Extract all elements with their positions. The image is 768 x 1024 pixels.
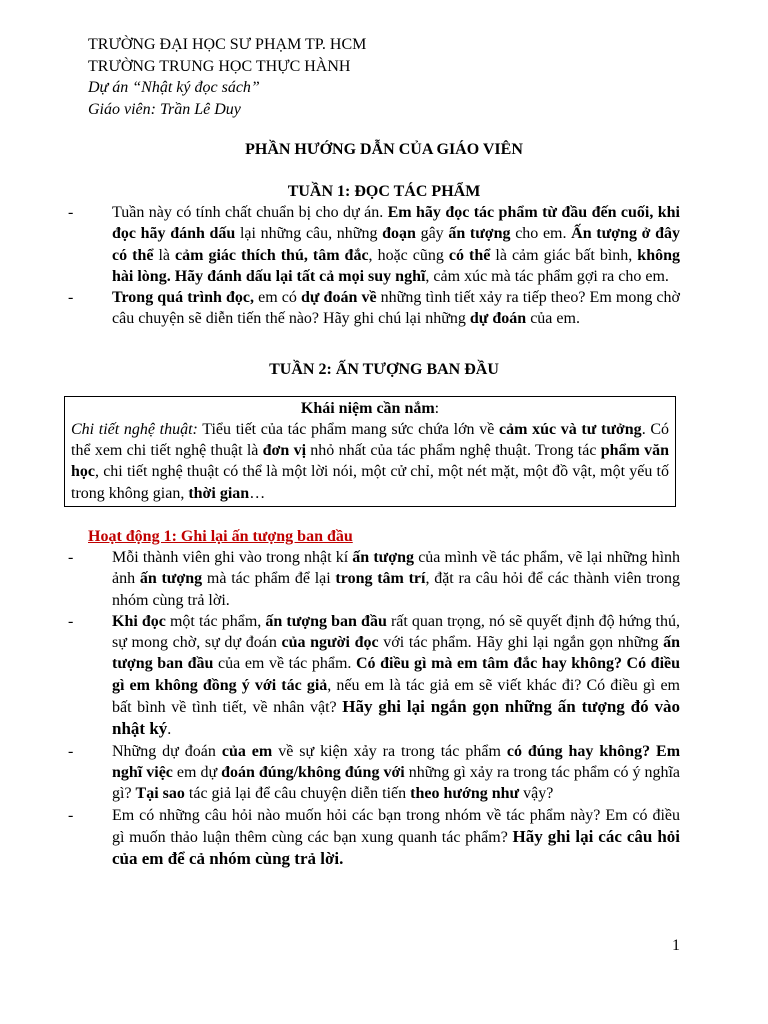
text-run: của em về tác phẩm.: [213, 655, 356, 673]
text-run: đoạn: [382, 225, 416, 243]
text-run: .: [167, 721, 172, 739]
text-run: Có điều gì mà em tâm đắc hay không? Có điều gì em không đồng ý với tác giả: [112, 655, 681, 694]
text-run: , đặt ra câu hỏi để các thành viên trong nhóm cùng trả lời.: [112, 570, 680, 609]
concept-box: [64, 396, 676, 507]
list-item: [88, 805, 680, 871]
text-run: rất quan trọng, nó sẽ quyết định độ hứng thú, sự mong chờ, sự dự đoán: [112, 612, 680, 652]
text-run: một tác phẩm,: [165, 612, 266, 630]
week1-title: TUẦN 1: ĐỌC TÁC PHẨM: [287, 183, 481, 200]
page-number: 1: [672, 937, 680, 954]
text-run: Ấn tượng ở đây có thể: [112, 225, 680, 264]
text-run: Mỗi thành viên ghi vào trong nhật kí: [112, 548, 353, 566]
list-item: [88, 741, 680, 805]
text-run: cảm xúc và tư tưởng: [498, 420, 642, 438]
school-name: TRƯỜNG TRUNG HỌC THỰC HÀNH: [88, 57, 351, 75]
list-item: [88, 287, 680, 330]
text-run: dự đoán: [469, 310, 527, 328]
text-run: Tuần này có tính chất chuẩn bị cho dự án.: [112, 204, 388, 221]
text-run: …: [249, 484, 266, 502]
text-run: có đúng hay không? Em nghĩ việc: [112, 742, 681, 781]
text-run: ấn tượng: [139, 570, 203, 588]
text-run: Em hãy đọc tác phẩm từ đầu đến cuối, khi đọc hãy đánh dấu: [112, 204, 681, 243]
text-run: những gì xảy ra trong tác phẩm có ý nghĩa gì?: [112, 763, 681, 803]
text-run: Tại sao: [135, 785, 185, 803]
text-run: Tiểu tiết của tác phẩm mang sức chứa lớn về: [197, 420, 499, 438]
concept-box-body: [71, 419, 669, 504]
text-run: , hoặc cũng: [368, 246, 449, 264]
text-run: trong tâm trí: [335, 570, 426, 588]
list-item: [88, 611, 680, 741]
text-run: cảm giác thích thú, tâm đắc: [175, 246, 369, 264]
text-run: Em có những câu hỏi nào muốn hỏi các bạn trong nhóm về tác phẩm này? Em có điều gì muốn thảo luận thêm cùng các bạn xung quanh tác phẩm?: [112, 806, 680, 846]
text-run: Những dự đoán: [112, 742, 222, 760]
text-run: về sự kiện xảy ra trong tác phẩm: [272, 742, 507, 760]
text-run: ấn tượng: [448, 225, 511, 243]
main-title: PHẦN HƯỚNG DẪN CỦA GIÁO VIÊN: [245, 141, 523, 158]
text-run: cho em.: [510, 225, 572, 243]
text-run: của mình về tác phẩm, vẽ lại những hình ảnh: [112, 548, 681, 588]
text-run: lại những câu, những: [235, 225, 383, 243]
text-run: vậy?: [519, 785, 554, 803]
text-run: tác giả lại để câu chuyện diễn tiến: [184, 785, 411, 803]
text-run: em dự: [172, 763, 222, 781]
text-run: phẩm văn học: [71, 442, 670, 481]
text-run: . Có thể xem chi tiết nghệ thuật là: [71, 420, 670, 460]
text-run: ấn tượng ban đầu: [265, 612, 387, 630]
text-run: của em: [221, 742, 273, 760]
text-run: có thể: [448, 246, 491, 264]
activity1-title: Hoạt động 1: Ghi lại ấn tượng ban đầu: [88, 527, 353, 545]
activity1-list: [88, 547, 680, 870]
text-run: Khi đọc: [112, 612, 166, 630]
text-run: là: [153, 246, 176, 264]
week2-title: TUẦN 2: ẤN TƯỢNG BAN ĐẦU: [269, 360, 499, 378]
text-run: , nếu em là tác giả em sẽ viết khác đi? Có điều gì em bất bình về tình tiết, về nhân vật?: [112, 676, 681, 717]
text-run: với tác phẩm. Hãy ghi lại ngắn gọn những: [378, 634, 664, 652]
text-run: Hãy ghi lại ngắn gọn những ấn tượng đó vào nhật ký: [112, 697, 680, 739]
list-item: [88, 202, 680, 287]
text-run: không hài lòng. Hãy đánh dấu lại tất cả mọi suy nghĩ: [112, 246, 680, 285]
text-run: , chi tiết nghệ thuật có thể là một lời nói, một cử chỉ, một nét mặt, một đồ vật, một yếu tố trong không gian,: [71, 463, 669, 502]
text-run: dự đoán về: [300, 289, 377, 307]
text-run: ấn tượng ban đầu: [112, 634, 681, 673]
week1-list: [88, 202, 680, 330]
text-run: ấn tượng: [352, 548, 415, 566]
text-run: là cảm giác bất bình,: [490, 246, 638, 264]
text-run: những tình tiết xảy ra tiếp theo? Em mong chờ câu chuyện sẽ diễn tiến thế nào? Hãy ghi chú lại những: [112, 289, 680, 328]
text-run: Trong quá trình đọc,: [112, 289, 254, 307]
university-name: TRƯỜNG ĐẠI HỌC SƯ PHẠM TP. HCM: [88, 36, 367, 53]
text-run: , cảm xúc mà tác phẩm gợi ra cho em.: [425, 267, 669, 285]
document-header: [88, 34, 680, 120]
list-item: [88, 547, 680, 611]
text-run: đoán đúng/không đúng với: [221, 763, 405, 781]
concept-term: Chi tiết nghệ thuật:: [71, 420, 198, 438]
text-run: gây: [415, 225, 449, 243]
text-run: đơn vị: [262, 442, 307, 460]
text-run: mà tác phẩm để lại: [202, 570, 336, 588]
text-run: thời gian: [188, 484, 250, 502]
text-run: nhỏ nhất của tác phẩm nghệ thuật. Trong tác: [306, 442, 601, 460]
concept-box-title: Khái niệm cần nắm:: [300, 399, 440, 417]
text-run: Hãy ghi lại các câu hỏi của em để cả nhóm cùng trả lời.: [112, 826, 680, 869]
teacher-name: Giáo viên: Trần Lê Duy: [88, 100, 241, 118]
text-run: của người đọc: [281, 634, 379, 652]
text-run: theo hướng như: [410, 785, 520, 803]
project-name: Dự án “Nhật ký đọc sách”: [88, 79, 260, 96]
text-run: của em.: [526, 310, 580, 328]
text-run: em có: [253, 289, 301, 307]
